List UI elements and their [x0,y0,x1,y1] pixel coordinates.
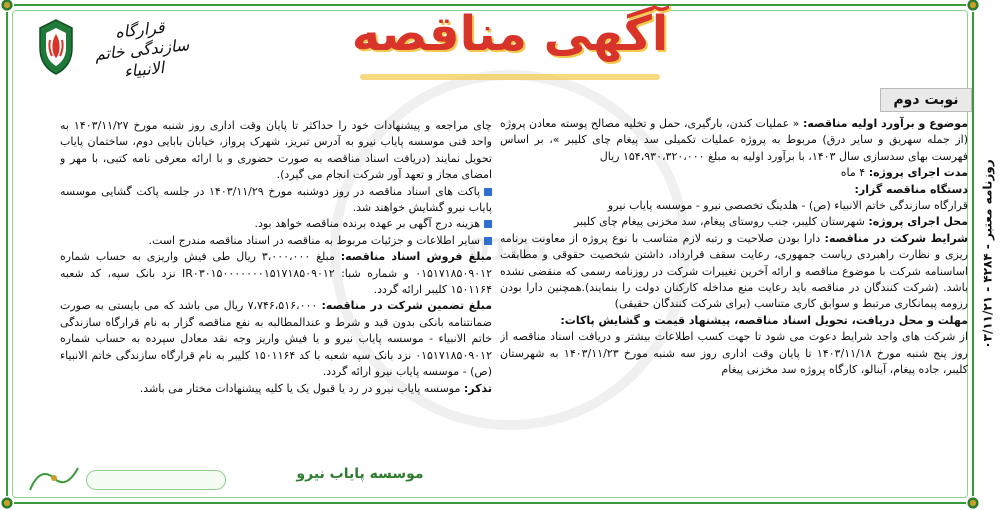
decorative-swirl-icon [26,462,82,496]
tenderer-text: قرارگاه سازندگی خاتم الانبیاء (ص) - هلدینگ تخصصی نیرو - موسسه پایاب نیرو [607,199,968,213]
paragraph-note [60,381,492,397]
title-underline [360,74,660,80]
subject-label: موضوع و برآورد اولیه مناقصه: [802,117,968,130]
guarantee-text: ۷،۷۴۶،۵۱۶،۰۰۰ ریال می باشد که می بایستی به صورت ضمانتنامه بانکی بدون قید و شرط و عندالمطالبه به نفع مناقصه گزار به نام قرارگاه سازندگی خاتم الانبیاء - موسسه پایاب نیرو و یا فیش واریز وجه نقد معادل سپرده به حساب شماره ۰۱۵۱۷۱۸۵۰۹۰۱۲ نزد بانک سپه شعبه با کد ۱۵۰۱۱۶۴ کلیبر به نام قرارگاه سازندگی خاتم الانبیاء (ص) - موسسه پایاب نیرو ارائه گردد. [60,299,492,379]
bullet-icon [484,188,492,196]
paragraph-submission: چای مراجعه و پیشنهادات خود را حداکثر تا پایان وقت اداری روز شنبه مورخ ۱۴۰۳/۱۱/۲۷ به واحد فنی موسسه پایاب نیرو به آدرس تبریز، شهرک پرواز، خیابان بابایی دوم، ساختمان پایاب تحویل نمایند (دریافت اسناد مناقصه به صورت حضوری و با ارائه معرفی نامه کتبی، با مهر و امضای مجاز و تعهد آور شرکت انجام می گیرد). [60,119,492,182]
paragraph-deadline [500,313,968,379]
note-label: تذکر: [463,381,492,395]
corner-ornament-icon [0,496,14,510]
location-text: شهرستان کلیبر، جنب روستای پیغام، سد مخزنی پیغام چای کلیبر [573,215,865,229]
paragraph-doc-price [60,249,492,298]
list-item [60,184,492,217]
paragraph-guarantee [60,298,492,380]
list-item [60,233,492,249]
sideband-text: روزنامه معتبر - ۴۲۸۴ - ۰۳/۱۱/۲۱ [981,159,995,349]
conditions-text: دارا بودن صلاحیت و رتبه لازم متناسب با نوع پروژه از معاونت برنامه ریزی و نظارت راهبردی ریاست جمهوری، رعایت سقف قرارداد، داشتن شخصیت حقوقی و مطابقت اساسنامه شرکت با موضوع مناقصه و ارائه آخرین تغییرات شرکت در روزنامه رسمی که منقضی نشده باشد. (شرکت کنندگان در مناقصه باید رعایت منع مداخله کارکنان دولت را بنمایند).همچنین دارا بودن رزومه پیمانکاری مرتبط و سوابق کاری متناسب (برای شرکت کنندگان حقیقی) [500,231,968,311]
conditions-label: شرایط شرکت در مناقصه: [824,231,968,245]
location-label: محل اجرای پروژه: [868,215,968,229]
corner-ornament-icon [0,0,14,12]
tenderer-label: دستگاه مناقصه گزار: [854,182,968,196]
bullet-info-text: سایر اطلاعات و جزئیات مربوط به مناقصه در اسناد مناقصه مندرج است. [148,233,480,247]
paragraph-conditions [500,231,968,313]
turn-badge: نوبت دوم [880,88,972,112]
paragraph-duration [500,165,968,181]
bullet-icon [484,220,492,228]
newspaper-sideband [976,4,1000,504]
signoff-text: موسسه پایاب نیرو [296,466,424,482]
bullet-icon [484,237,492,245]
deadline-text: از شرکت های واجد شرایط دعوت می شود تا جهت کسب اطلاعات بیشتر و دریافت اسناد مناقصه از روز پنج شنبه مورخ ۱۴۰۳/۱۱/۱۸ تا پایان وقت اداری روز سه شنبه مورخ ۱۴۰۳/۱۱/۲۳ به شهرستان کلیبر، جاده پیغام، آینالو، کارگاه پروژه سد مخزنی پیغام [500,330,968,377]
signoff-ribbon [86,470,226,490]
logo-script-text: قرارگاه سازندگی خاتم الانبیاء [93,17,191,81]
left-column [60,118,492,480]
doc-price-label: مبلغ فروش اسناد مناقصه: [340,250,492,264]
list-item [60,216,492,232]
guarantee-label: مبلغ تضمین شرکت در مناقصه: [321,299,492,313]
bullet-opening-text: پاکت های اسناد مناقصه در روز دوشنبه مورخ ۱۴۰۳/۱۱/۲۹ در جلسه پاکت گشایی موسسه پایاب نیرو گشایش خواهند شد. [60,184,492,215]
right-column [500,116,968,496]
paragraph-subject [500,116,968,165]
note-text: موسسه پایاب نیرو در رد یا قبول یک یا کلیه پیشنهادات مختار می باشد. [139,381,461,395]
subject-text: « عملیات کندن، بارگیری، حمل و تخلیه مصالح پوسته معادن پروژه (از جمله سهریق و سایر درق) مربوط به پروژه عملیات تکمیلی سد پیغام چای کلیبر »، بر اساس فهرست بهای سدسازی سال ۱۴۰۳، با برآورد اولیه به مبلغ ۱۵۴،۹۳۰،۳۲۰،۰۰۰ ریال [500,117,968,163]
duration-label: مدت اجرای پروژه: [868,166,968,180]
doc-price-text: مبلغ ۳،۰۰۰،۰۰۰ ریال طی فیش واریزی به حساب شماره ۰۱۵۱۷۱۸۵۰۹۰۱۲ و شماره شبا: IR۰۳۰۱۵۰۰۰۰۰۰۰۱۵۱۷۱۸۵۰۹۰۱۲ نزد بانک سپه، کد شعبه ۱۵۰۱۱۶۴ کلیبر ارائه گردد. [60,250,492,297]
deadline-label: مهلت و محل دریافت، تحویل اسناد مناقصه، پیشنهاد قیمت و گشایش پاکات: [560,313,968,327]
page-title: آگهی مناقصه [351,6,669,62]
duration-text: ۴ ماه [840,166,866,180]
bullet-cost-text: هزینه درج آگهی بر عهده برنده مناقصه خواهد بود. [254,217,480,231]
paragraph-location [500,214,968,230]
iran-emblem-icon [28,18,84,76]
paragraph-tenderer [500,182,968,215]
